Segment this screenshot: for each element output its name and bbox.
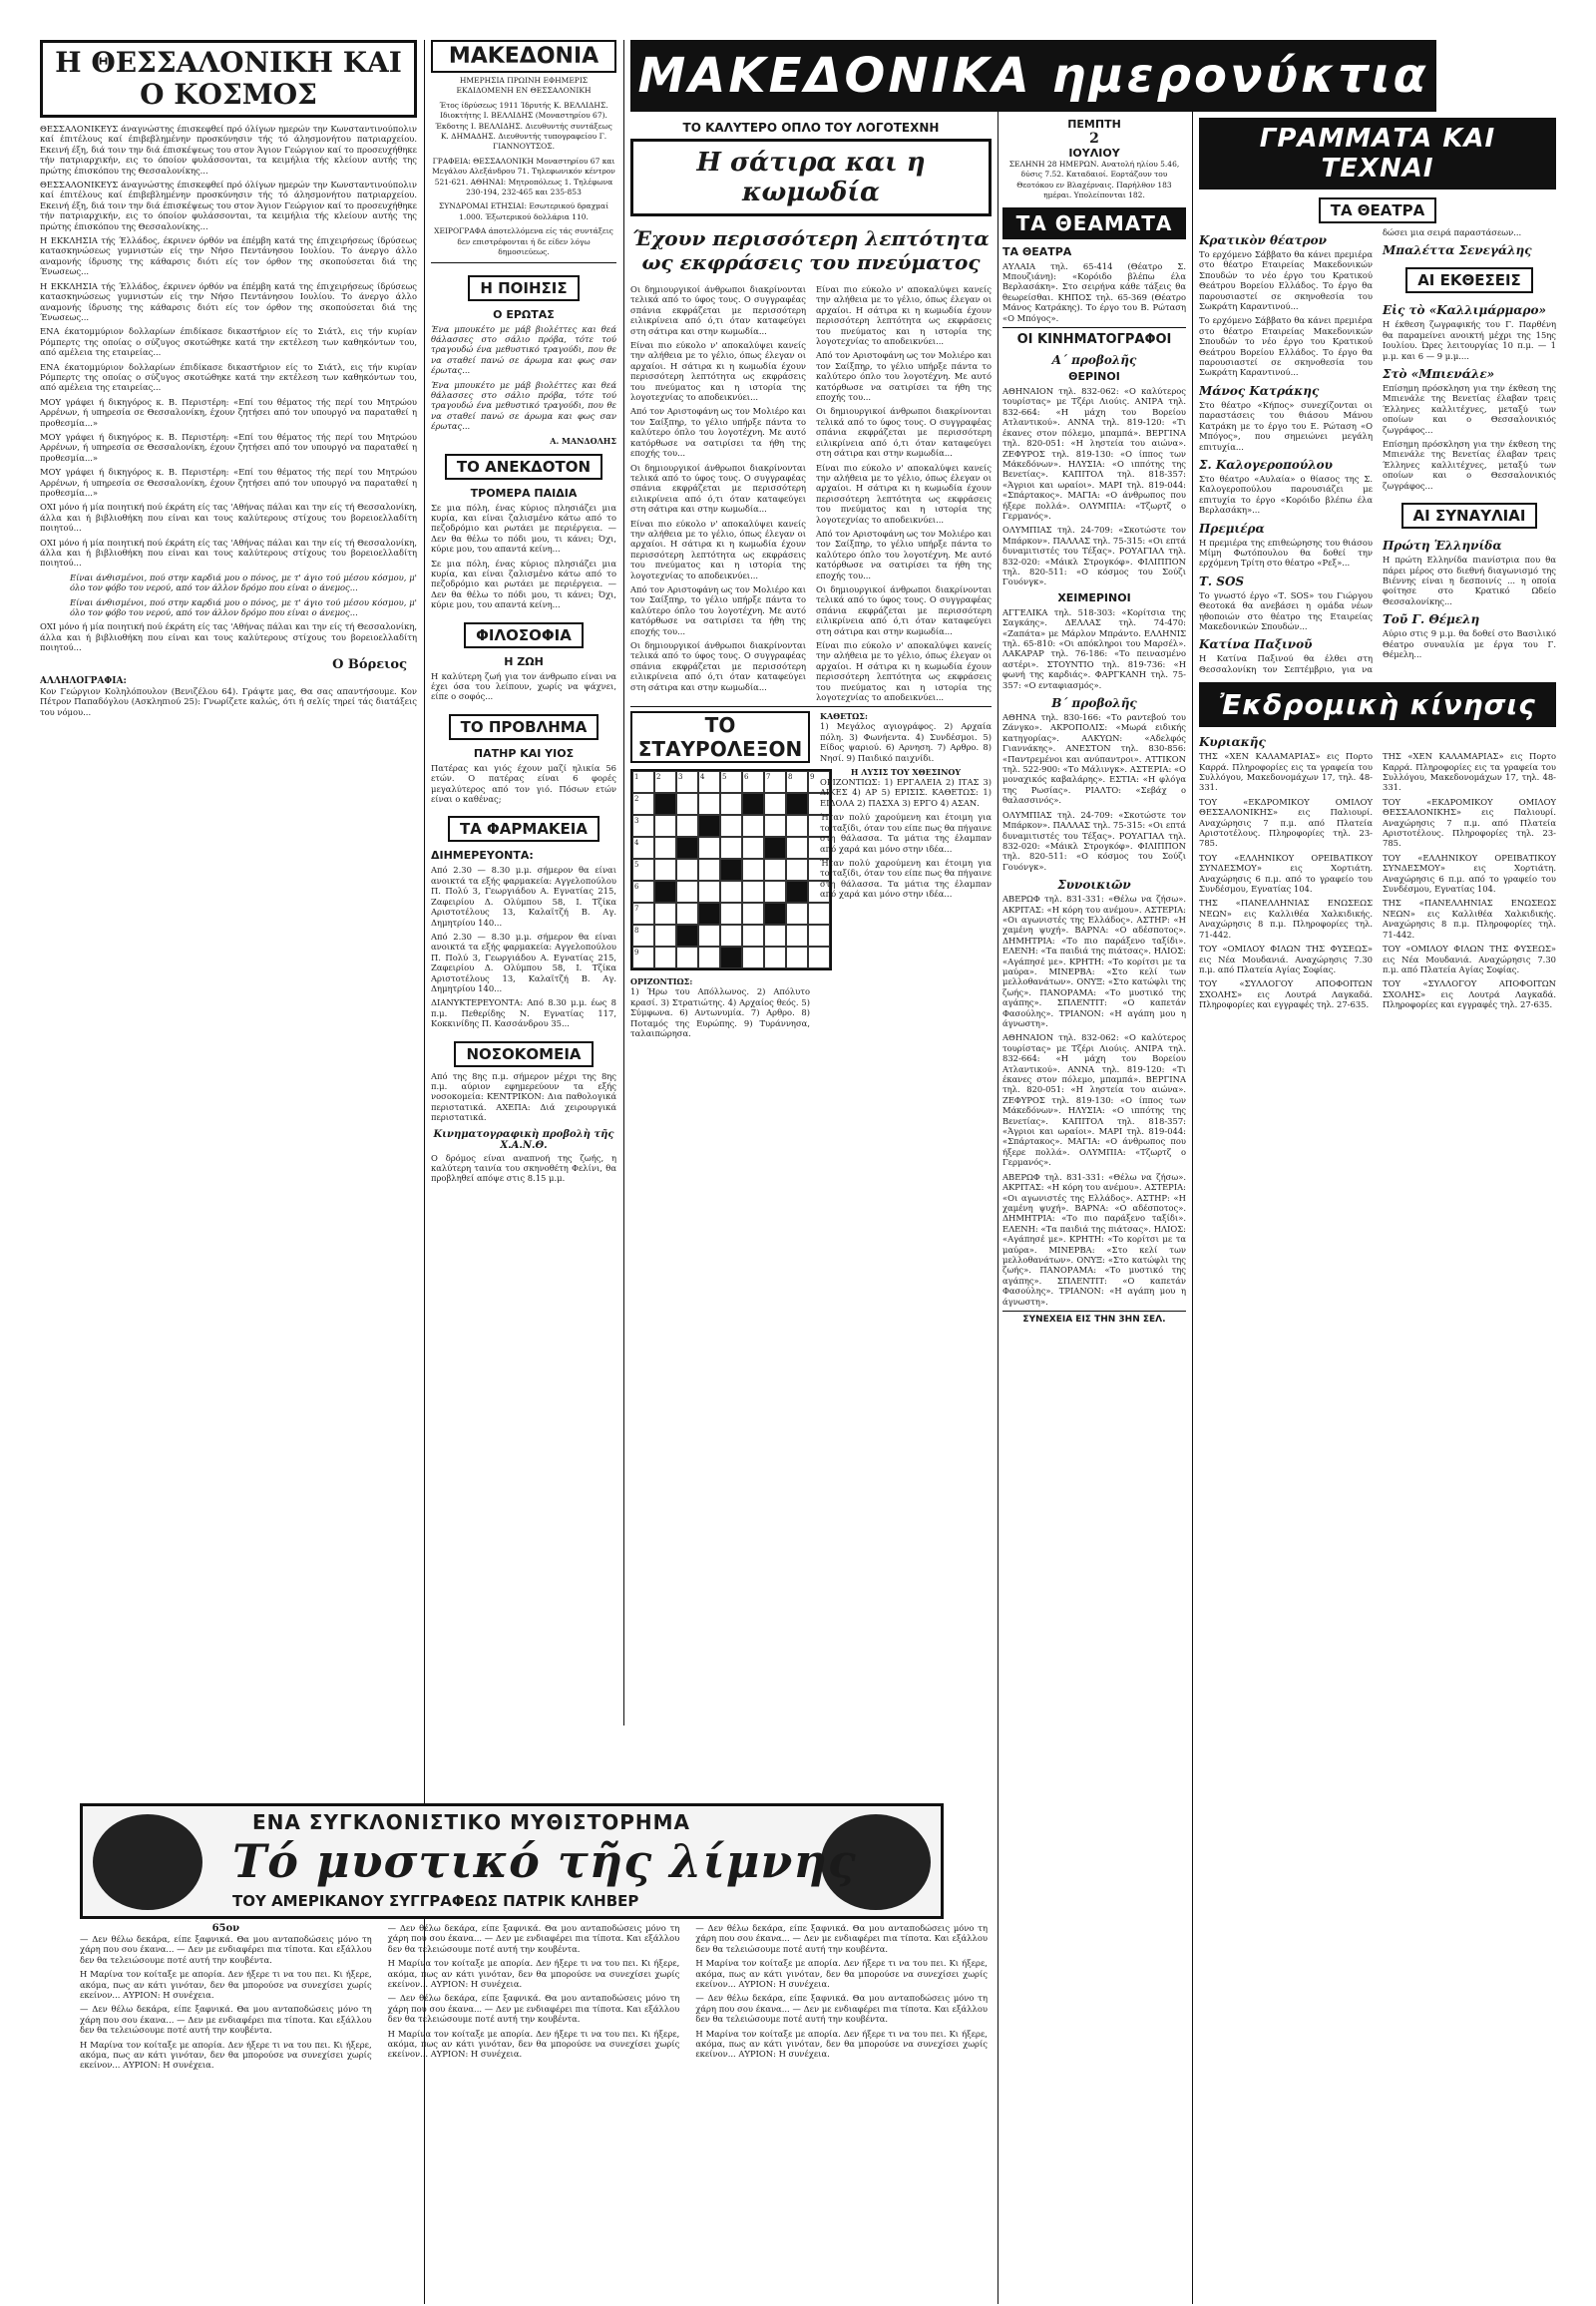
serial-paragraph: — Δεν θέλω δεκάρα, είπε ξαφνικά. Θα μου ανταποδώσεις μόνο τη χάρη που σου έκανα... — Δεν με ενδιαφέρει πια τίποτα. Και εξάλλου δεν θα τελειώσουμε ποτέ αυτή την κουβέντα. (695, 1923, 988, 1954)
excursion-item: ΤΟΥ «ΣΥΛΛΟΓΟΥ ΑΠΟΦΟΙΤΩΝ ΣΧΟΛΗΣ» εις Λουτρά Λαγκαδά. Πληροφορίες και εγγραφές τηλ. 27-635. (1383, 978, 1556, 1010)
article-paragraph: ΟΧΙ μόνο ή μία ποιητική πού έκράτη είς τας 'Αθήνας πάλαι και την είς τή Θεσσαλονίκη, άλλα και ή βιβλιοθήκη που είναι και τους καλύτερους στίχους του βορειοελλαδίτη ποιητού... (40, 502, 417, 534)
pharmacies-heading: ΤΑ ΦΑΡΜΑΚΕΙΑ (448, 816, 599, 842)
cinemas-heading: ΟΙ ΚΙΝΗΜΑΤΟΓΡΑΦΟΙ (1016, 332, 1172, 348)
excursion-item: ΤΟΥ «ΕΚΔΡΟΜΙΚΟΥ ΟΜΙΛΟΥ ΘΕΣΣΑΛΟΝΙΚΗΣ» εις Παλιουρί. Αναχώρησις 7 π.μ. από Πλατεία Αριστοτέλους. Πληροφορίες τηλ. 23-785. (1383, 796, 1556, 849)
arts-subheading: Τοῦ Γ. Θέμελη (1383, 612, 1480, 627)
crossword-cell[interactable]: 8 (632, 925, 654, 947)
crossword-solution: ΟΡΙΖΟΝΤΙΩΣ: 1) ΕΡΓΑΛΕΙΑ 2) ΙΤΑΣ 3) ΔΙΚΕΣ 4) ΑΡ 5) ΕΡΙΣΙΣ. ΚΑΘΕΤΩΣ: 1) ΕΙΔΟΛΑ 2) ΠΑΣΧΑ 3) ΕΡΓΟ 4) ΑΣΑΝ. (820, 777, 992, 808)
crossword-cell[interactable] (786, 837, 808, 859)
crossword-cell[interactable] (764, 815, 786, 837)
arts-paragraph: Η πρεμιέρα της επιθεώρησης του θιάσου Μίμη Φωτόπουλου θα δοθεί την ερχόμενη Τρίτη στο θέατρο «Ρεξ»... (1199, 537, 1373, 569)
correspondence-text: Κον Γεώργιον Κοληλόπουλον (Βενιζέλου 64). Γράψτε μας, Θα σας απαντήσουμε. Κον Πέτρον Παπαδόγλου (Ασκληπιού 25): Γνωρίζετε καλώς, ότι ή σελίς τηρεί τάς διατάξεις του νόμου... (40, 685, 417, 717)
crossword-cell[interactable] (742, 903, 764, 925)
crossword-cell[interactable] (764, 881, 786, 903)
crossword-black-cell (676, 925, 698, 947)
hospitals-text: Από της 8ης π.μ. σήμερον μέχρι της 8ης π.μ. αύριον εφημερεύουν τα εξής νοσοκομεία: ΚΕΝΤΡΙΚΟΝ: Δια παθολογικά περιστατικά. ΑΧΕΠΑ: Διά χειρουργικά περιστατικά. (431, 1070, 616, 1123)
crossword-black-cell (764, 837, 786, 859)
excursion-item: ΤΗΣ «ΧΕΝ ΚΑΛΑΜΑΡΙΑΣ» εις Πορτο Καρρά. Πληροφορίες εις τα γραφεία του Συλλόγου, Μακεδονομάχων 17, τηλ. 48-331. (1199, 751, 1373, 793)
cinema-club-text: Ο δρόμος είναι αναπνοή της ζωής, η καλύτερη ταινία του σκηνοθέτη Φελίνι, θα προβληθεί απόψε στις 8.15 μ.μ. (431, 1152, 616, 1184)
theatres-subheading: ΤΑ ΘΕΑΤΡΑ (1002, 244, 1072, 258)
crossword-cell[interactable]: 9 (808, 771, 830, 793)
feature-paragraph: Οι δημιουργικοί άνθρωποι διακρίνονται τελικά από το ύφος τους. Ο συγγραφέας σπάνια εκφράζεται με περισσότερη ειλικρίνεια από ό,τι όταν καταφεύγει στη σάτιρα και στην κωμωδία... (630, 284, 806, 336)
serial-paragraph: — Δεν θέλω δεκάρα, είπε ξαφνικά. Θα μου ανταποδώσεις μόνο τη χάρη που σου έκανα... — Δεν με ενδιαφέρει πια τίποτα. Και εξάλλου δεν θα τελειώσουμε ποτέ αυτή την κουβέντα. (80, 1934, 372, 1965)
crossword-black-cell (742, 793, 764, 815)
excursions-subheading: Κυριακῆς (1199, 735, 1266, 750)
crossword-cell[interactable]: 2 (654, 771, 676, 793)
poem: Είναι άνθισμένοι, πού στην καρδιά μου ο πόνος, με τ' άγιο τού μέσου κόσμου, μ' όλο τον φόβο του νερού, από τον άλλον δρόμο που είναι ο άνεμος... (70, 572, 417, 593)
crossword-cell[interactable] (720, 925, 742, 947)
makedonika-banner (630, 40, 1436, 112)
crossword-cell[interactable] (676, 903, 698, 925)
offices-info: ΓΡΑΦΕΙΑ: ΘΕΣΣΑΛΟΝΙΚΗ Μοναστηρίου 67 και Μεγάλου Αλεξάνδρου 71. Τηλεφωνικόν κέντρον 521-621. ΑΘΗΝΑΙ: Μητροπόλεως 1. Τηλέφωνα 230-194, 232-465 και 235-853 (432, 156, 615, 197)
arts-subheading: Πρεμιέρα (1199, 521, 1265, 536)
cinemas-list: ΑΘΗΝΑΙΟΝ τηλ. 832-062: «Ο καλύτερος τουρίστας» με Τζέρι Λιούις. ΑΝΙΡΑ τηλ. 832-664: «Η μάχη του Βορείου Ατλαντικού». ΑΝΝΑ τηλ. 819-120: «Τι έκανες στον πόλεμο, μπαμπά». ΒΕΡΓΙΝΑ τηλ. 820-051: «Η ληστεία του αιώνα». ΖΕΦΥΡΟΣ τηλ. 819-130: «Ο ίππος των Μάκεδόνων». ΗΛΥΣΙΑ: «Ο ιππότης της Βενετίας». ΚΑΠΙΤΟΛ τηλ. 818-357: «Άγριοι και ωραίοι». ΜΑΡΙ τηλ. 819-044: «Σπάρτακος». ΜΑΓΙΑ: «Ο άνθρωπος που ήξερε πολλά». ΟΛΥΜΠΙΑ: «Τζωρτζ ο Γερμανός». (1002, 386, 1186, 521)
column-arts (1199, 118, 1556, 2302)
crossword-cell[interactable] (698, 859, 720, 881)
excursion-item: ΤΟΥ «ΕΚΔΡΟΜΙΚΟΥ ΟΜΙΛΟΥ ΘΕΣΣΑΛΟΝΙΚΗΣ» εις Παλιουρί. Αναχώρησις 7 π.μ. από Πλατεία Αριστοτέλους. Πληροφορίες τηλ. 23-785. (1199, 796, 1373, 849)
column-masthead (431, 40, 616, 1795)
headline-thessaloniki: Η ΘΕΣΣΑΛΟΝΙΚΗ ΚΑΙ Ο ΚΟΣΜΟΣ (40, 40, 417, 118)
serial-tagline: ΕΝΑ ΣΥΓΚΛΟΝΙΣΤΙΚΟ ΜΥΘΙΣΤΟΡΗΜΑ (252, 1810, 691, 1834)
cinemas-list: ΑΓΓΕΛΙΚΑ τηλ. 518-303: «Κορίτσια της Σαγκάης». ΔΕΛΛΑΣ τηλ. 74-470: «Ζαπάτα» με Μάρλον Μπράντο. ΕΛΛΗΝΙΣ τηλ. 65-810: «Οι απόκληροι του Μαρσέλ». ΛΑΚΑΡΑΡ τηλ. 76-186: «Το πεινασμένο αστέρι». ΣΤΟΥΝΤΙΟ τηλ. 819-736: «Η φωνή της καρδιάς». ΦΑΡΓΚΑΝΗ τηλ. 75-357: «Ο ενταφιασμός». (1002, 606, 1186, 690)
crossword-cell[interactable]: 5 (720, 771, 742, 793)
crossword-black-cell (786, 881, 808, 903)
exhibitions-heading: ΑΙ ΕΚΘΕΣΕΙΣ (1405, 267, 1533, 293)
arts-banner: ΓΡΑΜΜΑΤΑ ΚΑΙ ΤΕΧΝΑΙ (1199, 118, 1556, 190)
crossword-cell[interactable] (742, 881, 764, 903)
excursion-item: ΤΟΥ «ΕΛΛΗΝΙΚΟΥ ΟΡΕΙΒΑΤΙΚΟΥ ΣΥΝΔΕΣΜΟΥ» εις Χορτιάτη. Αναχώρησις 6 π.μ. από το γραφείο του Συνδέσμου, Εγνατίας 104. (1199, 852, 1373, 895)
crossword-black-cell (720, 859, 742, 881)
crossword-black-cell (764, 903, 786, 925)
theatres-list: ΑΥΛΑΙΑ τηλ. 65-414 (Θέατρο Σ. Μπουζιάνη): «Κορόιδο βλέπω έλα Βερλασάκη». Στο σειρήνα κάθε τάξεις θα θεωρείσθαι. ΚΗΠΟΣ τηλ. 65-369 (Θέατρο Μάνος Κατράκης). Το έργο του Β. Ρώταση «Ο Μπόγος». (1002, 260, 1186, 323)
illustration-face-icon (93, 1814, 202, 1910)
feature-paragraph: Είναι πιο εύκολο ν' αποκαλύψει κανείς την αλήθεια με το γέλιο, όπως έλεγαν οι αρχαίοι. Η σάτιρα κι η κωμωδία έχουν περισσότερη λεπτότητα ως εκφράσεις του πνεύματος και η ιστορία της λογοτεχνίας το αποδεικνύει... (630, 518, 806, 580)
article-paragraph: ΘΕΣΣΑΛΟΝΙΚΕΥΣ άναγνώστης έπισκεφθεί πρό όλίγων ημερών την Κωνσταντινούπολιν καί έπιτέλους καί έπιβεβλημένην προσκύνησιν τής τό άλησμονήτου πατριαρχείου. Εκεινή έξη, διά τοιν την διά έπισκέψεως του στον Άγιον Γεώργιον καί το προσευχήθηκε τήν πατριαρχικήν, εις το όποίον φυλάσσονται, τα κειμήλια τής κλείουν αυτής της πρώτης έπισκόπου της Θεσσαλονίκης... (40, 180, 417, 231)
pharmacies-text: Από 2.30 — 8.30 μ.μ. σήμερον θα είναι ανοικτά τα εξής φαρμακεία: Αγγελοπούλου Π. Πολύ 3, Γεωργιάδου Α. Εγνατίας 215, Ζαφειρίου Δ. Ολύμπου 58, Ι. Τζίκα Αριστοτέλους 13, Καλαϊτζή Β. Αγ. Δημητρίου 140... (431, 865, 616, 928)
crossword-cell[interactable] (786, 859, 808, 881)
article-paragraph: Η ΕΚΚΛΗΣΙΑ τής Έλλάδος, έκρινεν όρθόν να έπέμβη κατά της έπιχειρήσεως ίδρύσεως κατασκηνώσεως γυμνιστών είς την Νήσο Πεντάνησου Ιουλίου. Το άνεργο άλλο αναμονής ίδρυσης της κάθαρσις διότι είς τον όρθον της σκοπούσεται διά της Ένωσεως... (40, 235, 417, 277)
serial-byline: ΤΟΥ ΑΜΕΡΙΚΑΝΟΥ ΣΥΓΓΡΑΦΕΩΣ ΠΑΤΡΙΚ ΚΛΗΒΕΡ (232, 1892, 639, 1910)
crossword-cell[interactable] (764, 793, 786, 815)
poetry-subheading: Ο ΕΡΩΤΑΣ (493, 307, 555, 321)
article-paragraph: ΕΝΑ έκατομμύριον δολλαρίων έπιδίκασε δικαστήριον είς το Σιάτλ, εις τήν κυρίαν Ρόμπερτς της οποίας ο σύζυγος σκοτώθηκε κατά την εκτέλεση των καθηκόντων του, από αμέλεια της εταιρείας... (40, 361, 417, 393)
shows-heading: ΤΑ ΘΕΑΜΑΤΑ (1002, 207, 1186, 239)
feature-paragraph: Ήταν πολύ χαρούμενη και έτοιμη για το ταξίδι, όταν του είπε πως θα πήγαινε στη θάλασσα. Τα μάτια της έλαμπαν από χαρά και μόνο στην ιδέα... (820, 857, 992, 900)
crossword-cell[interactable]: 3 (676, 771, 698, 793)
excursion-item: ΤΗΣ «ΠΑΝΕΛΛΗΝΙΑΣ ΕΝΩΣΕΩΣ ΝΕΩΝ» εις Καλλιθέα Χαλκιδικής. Αναχώρησις 8 π.μ. Πληροφορίες τηλ. 71-442. (1383, 898, 1556, 940)
excursion-item: ΤΟΥ «ΕΛΛΗΝΙΚΟΥ ΟΡΕΙΒΑΤΙΚΟΥ ΣΥΝΔΕΣΜΟΥ» εις Χορτιάτη. Αναχώρησις 6 π.μ. από το γραφείο του Συνδέσμου, Εγνατίας 104. (1383, 852, 1556, 895)
pharmacies-night-text: ΔΙΑΝΥΚΤΕΡΕΥΟΝΤΑ: Από 8.30 μ.μ. έως 8 π.μ. Πεθερίδης Ν. Εγνατίας 117, Κοκκινίδης Π. Κασσάνδρου 35... (431, 997, 616, 1029)
crossword-cell[interactable] (742, 815, 764, 837)
serial-paragraph: Η Μαρίνα τον κοίταξε με απορία. Δεν ήξερε τι να του πει. Κι ήξερε, ακόμα, πως αν κάτι γινόταν, δεν θα μπορούσε να συνεχίσει χωρίς εκείνον... ΑΥΡΙΟΝ: Η συνέχεια. (80, 1969, 372, 2001)
philosophy-text: Η καλύτερη ζωή για τον άνθρωπο είναι να έχει όσα του λείπουν, χωρίς να ψάχνει, είπε ο σοφός... (431, 670, 616, 702)
article-paragraph: ΕΝΑ έκατομμύριον δολλαρίων έπιδίκασε δικαστήριον είς το Σιάτλ, εις τήν κυρίαν Ρόμπερτς της οποίας ο σύζυγος σκοτώθηκε κατά την εκτέλεση των καθηκόντων του, από αμέλεια της εταιρείας... (40, 326, 417, 358)
winter-cinemas-heading: ΧΕΙΜΕΡΙΝΟΙ (1057, 590, 1131, 604)
arts-paragraph: Η πρώτη Ελληνίδα πιανίστρια που θα πάρει μέρος στο διεθνή διαγωνισμό της Βιέννης είναι η δεσποινίς ... η οποία φοίτησε στο Κρατικό Ωδείο Θεσσαλονίκης... (1383, 555, 1556, 606)
arts-paragraph: Η Κατίνα Παξινού θα έλθει στη Θεσσαλονίκη τον Σεπτέμβριο, για να δώσει μια σειρά παραστάσεων... (1199, 227, 1522, 674)
excursion-item: ΤΟΥ «ΟΜΙΛΟΥ ΦΙΛΩΝ ΤΗΣ ΦΥΣΕΩΣ» εις Νέα Μουδανιά. Αναχώρησις 7.30 π.μ. από Πλατεία Αγίας Σοφίας. (1199, 944, 1373, 974)
feature-kicker: ΤΟ ΚΑΛΥΤΕΡΟ ΟΠΛΟ ΤΟΥ ΛΟΓΟΤΕΧΝΗ (682, 121, 940, 135)
serial-title: Τό μυστικό τῆς λίμνης (232, 1834, 857, 1888)
article-paragraph: ΜΟΥ γράφει ή δικηγόρος κ. Β. Περιστέρη: «Επί του θέματος τής περί του Μητρώου Αρρένων, ή υπηρεσία σε Θεσσαλονίκη, έχουν ζητήσει από τον υπουργό να παραταθεί η προθεσμία...» (40, 431, 417, 463)
column-rule (623, 40, 624, 1726)
hospitals-heading: ΝΟΣΟΚΟΜΕΙΑ (454, 1041, 593, 1067)
arts-paragraph: Το γνωστό έργο «Τ. SOS» του Γιώργου Θεοτοκά θα ανεβάσει η ομάδα νέων ηθοποιών στο θέατρο της Εταιρείας Μακεδονικών Σπουδών... (1199, 589, 1373, 631)
philosophy-subheading: Η ΖΩΗ (504, 654, 544, 668)
crossword-black-cell (786, 793, 808, 815)
excursions-banner: Ἐκδρομικὴ κίνησις (1199, 682, 1556, 727)
feature-paragraph: Από τον Αριστοφάνη ως τον Μολιέρο και τον Σαίξπηρ, το γέλιο υπήρξε πάντα το καλύτερο όπλο του λογοτέχνη. Με αυτό κατόρθωσε να σατιρίσει τα ήθη της εποχής του... (630, 406, 806, 459)
poetry-author: Α. ΜΑΝΔΟΛΗΣ (550, 435, 616, 446)
arts-paragraph: Αύριο στις 9 μ.μ. θα δοθεί στο Βασιλικό Θέατρο συναυλία με έργα του Γ. Θέμελη... (1383, 628, 1556, 659)
cinema-club-heading: Κινηματογραφικὴ προβολὴ τῆς Χ.Α.Ν.Θ. (433, 1128, 614, 1151)
serial-installment: 65ον (211, 1923, 240, 1934)
crossword-cell[interactable] (698, 947, 720, 968)
crossword-grid[interactable] (630, 769, 832, 970)
serial-paragraph: Η Μαρίνα τον κοίταξε με απορία. Δεν ήξερε τι να του πει. Κι ήξερε, ακόμα, πως αν κάτι γινόταν, δεν θα μπορούσε να συνεχίσει χωρίς εκείνον... ΑΥΡΙΟΝ: Η συνέχεια. (387, 1958, 680, 1990)
crossword-cell[interactable] (676, 815, 698, 837)
theatres-heading: ΤΑ ΘΕΑΤΡΑ (1319, 197, 1437, 223)
crossword-black-cell (676, 837, 698, 859)
serial-novel-banner (80, 1803, 944, 1919)
serial-paragraph: Η Μαρίνα τον κοίταξε με απορία. Δεν ήξερε τι να του πει. Κι ήξερε, ακόμα, πως αν κάτι γινόταν, δεν θα μπορούσε να συνεχίσει χωρίς εκείνον... ΑΥΡΙΟΝ: Η συνέχεια. (387, 2028, 680, 2060)
masthead-subtitle: ΗΜΕΡΗΣΙΑ ΠΡΩΙΝΗ ΕΦΗΜΕΡΙΣ ΕΚΔΙΔΟΜΕΝΗ ΕΝ ΘΕΣΣΑΛΟΝΙΚΗ (456, 76, 592, 96)
crossword-cell[interactable] (764, 859, 786, 881)
column-thessaloniki (40, 40, 417, 1795)
column-feature (630, 118, 992, 1793)
problem-subheading: ΠΑΤΗΡ ΚΑΙ ΥΙΟΣ (473, 746, 575, 760)
arts-paragraph: Στο θέατρο «Αυλαία» ο θίασος της Σ. Καλογεροπούλου παρουσιάζει με επιτυχία το έργο «Κορόιδο βλέπω έλα Βερλασάκη»... (1199, 473, 1373, 516)
feature-paragraph: Από τον Αριστοφάνη ως τον Μολιέρο και τον Σαίξπηρ, το γέλιο υπήρξε πάντα το καλύτερο όπλο του λογοτέχνη. Με αυτό κατόρθωσε να σατιρίσει τα ήθη της εποχής του... (630, 583, 806, 636)
crossword-black-cell (720, 947, 742, 968)
column-cinema (1002, 118, 1186, 2302)
first-run-heading: Α΄ προβολῆς (1051, 353, 1137, 368)
poetry-text: Ένα μπουκέτο με μάβ βιολέττες και θεά θάλασσες στο σάλιο πρόβα, τότε τού τραγουδώ ένα μεθυστικό τραγούδι, που θε να σταθεί πανώ σε άρωμα και φως σαν έρωτας... (431, 379, 616, 432)
feature-paragraph: Οι δημιουργικοί άνθρωποι διακρίνονται τελικά από το ύφος τους. Ο συγγραφέας σπάνια εκφράζεται με περισσότερη ειλικρίνεια από ό,τι όταν καταφεύγει στη σάτιρα και στην κωμωδία... (816, 406, 992, 459)
date-day: ΠΕΜΠΤΗ (1067, 118, 1121, 131)
crossword-cell[interactable]: 7 (632, 903, 654, 925)
crossword-cell[interactable] (698, 793, 720, 815)
philosophy-heading: ΦΙΛΟΣΟΦΙΑ (464, 622, 584, 648)
serial-text (80, 1923, 988, 2262)
crossword-down-heading: ΚΑΘΕΤΩΣ: (820, 711, 868, 722)
serial-paragraph: Η Μαρίνα τον κοίταξε με απορία. Δεν ήξερε τι να του πει. Κι ήξερε, ακόμα, πως αν κάτι γινόταν, δεν θα μπορούσε να συνεχίσει χωρίς εκείνον... ΑΥΡΙΟΝ: Η συνέχεια. (695, 1958, 988, 1990)
cinemas-list: ΟΛΥΜΠΙΑΣ τηλ. 24-709: «Σκοτώστε τον Μπάρκον». ΠΑΛΛΑΣ τηλ. 75-315: «Οι επτά δυναμιτιστές του Τέξας». ΡΟΥΑΓΙΑΛ τηλ. 832-020: «Μάικλ Στρογκόφ». ΦΙΛΙΠΠΟΝ τηλ. 820-511: «Ο κόσμος του Σούζι Γουόνγκ». (1002, 809, 1186, 872)
suburbs-heading: Συνοικιῶν (1057, 878, 1131, 893)
pharmacies-text: Από 2.30 — 8.30 μ.μ. σήμερον θα είναι ανοικτά τα εξής φαρμακεία: Αγγελοπούλου Π. Πολύ 3, Γεωργιάδου Α. Εγνατίας 215, Ζαφειρίου Δ. Ολύμπου 58, Ι. Τζίκα Αριστοτέλους 13, Καλαϊτζή Β. Αγ. Δημητρίου 140... (431, 931, 616, 993)
crossword-cell[interactable] (676, 881, 698, 903)
problem-text: Πατέρας και γιός έχουν μαζί ηλικία 56 ετών. Ο πατέρας είναι 6 φορές μεγαλύτερος από τον γιό. Πόσων ετών είναι ο καθένας; (431, 762, 616, 805)
crossword-cell[interactable] (676, 793, 698, 815)
arts-paragraph: Στο θέατρο «Κήπος» συνεχίζονται οι παραστάσεις του θιάσου Μάνου Κατράκη με το έργο του Ε. Ρώταση «Ο Μπόγος», που σημειώνει μεγάλη επιτυχία... (1199, 399, 1373, 452)
excursion-item: ΤΟΥ «ΣΥΛΛΟΓΟΥ ΑΠΟΦΟΙΤΩΝ ΣΧΟΛΗΣ» εις Λουτρά Λαγκαδά. Πληροφορίες και εγγραφές τηλ. 27-635. (1199, 978, 1373, 1010)
cinemas-list: ΑΘΗΝΑ τηλ. 830-166: «Το ραντεβού του Ζάνγκο». ΑΚΡΟΠΟΛΙΣ: «Μωρά ειδικής κατηγορίας». ΑΛΚΥΩΝ: «Αδελφός Γιαννάκης». ΑΝΕΣΤΟΝ τηλ. 830-856: «Παντρεμένοι και ανύπαντροι». ΑΤΤΙΚΟΝ τηλ. 522-900: «Το Μάλινγκ». ΑΣΤΕΡΙΑ: «Ο μοναχικός καβαλάρης». ΕΣΤΙΑ: «Η φλόγα της Ρωσίας». ΡΙΑΛΤΟ: «Σεβάχ ο θαλασσινός». (1002, 712, 1186, 806)
serial-paragraph: — Δεν θέλω δεκάρα, είπε ξαφνικά. Θα μου ανταποδώσεις μόνο τη χάρη που σου έκανα... — Δεν με ενδιαφέρει πια τίποτα. Και εξάλλου δεν θα τελειώσουμε ποτέ αυτή την κουβέντα. (387, 1993, 680, 2025)
date-info: ΣΕΛΗΝΗ 28 ΗΜΕΡΩΝ. Ανατολή ηλίου 5.46, δύσις 7.52. Καταδαιοί. Εορτάζουν του Θεοτόκου εν Βλαχέρναις. Παρήλθον 183 ημέραι. Υπολείπονται 182. (1008, 160, 1180, 200)
article-paragraph: ΟΧΙ μόνο ή μία ποιητική πού έκράτη είς τας 'Αθήνας πάλαι και την είς τή Θεσσαλονίκη, άλλα και ή βιβλιοθήκη που είναι και τους καλύτερους στίχους του βορειοελλαδίτη ποιητού... (40, 621, 417, 653)
arts-subheading: Τ. SOS (1199, 574, 1245, 588)
crossword-down-clues: 1) Μεγάλος αγιογράφος. 2) Αρχαία πόλη. 3) Φωνήεντα. 4) Συνδέσμοι. 5) Είδος ψαριού. 6) Αρνηση. 7) Αρθρο. 8) Νησί. 9) Παιδικό παιχνίδι. (820, 721, 992, 763)
crossword-cell[interactable] (698, 881, 720, 903)
crossword-cell[interactable] (654, 837, 676, 859)
problem-heading: ΤΟ ΠΡΟΒΛΗΜΑ (449, 714, 599, 740)
feature-paragraph: Οι δημιουργικοί άνθρωποι διακρίνονται τελικά από το ύφος τους. Ο συγγραφέας σπάνια εκφράζεται με περισσότερη ειλικρίνεια από ό,τι όταν καταφεύγει στη σάτιρα και στην κωμωδία... (816, 583, 992, 636)
crossword-across-heading: ΟΡΙΖΟΝΤΙΩΣ: (630, 976, 693, 987)
crossword-cell[interactable] (786, 925, 808, 947)
poetry-text: Ένα μπουκέτο με μάβ βιολέττες και θεά θάλασσες στο σάλιο πρόβα, τότε τού τραγουδώ ένα μεθυστικό τραγούδι, που θε να σταθεί πανώ σε άρωμα και φως σαν έρωτας... (431, 323, 616, 376)
continued-note: ΣΥΝΕΧΕΙΑ ΕΙΣ ΤΗΝ 3ΗΝ ΣΕΛ. (1002, 1311, 1186, 1325)
arts-subheading: Εἰς τὸ «Καλλιμάρμαρο» (1383, 303, 1546, 318)
feature-paragraph: Ήταν πολύ χαρούμενη και έτοιμη για το ταξίδι, όταν του είπε πως θα πήγαινε στη θάλασσα. Τα μάτια της έλαμπαν από χαρά και μόνο στην ιδέα... (820, 812, 992, 854)
crossword-cell[interactable] (786, 947, 808, 968)
crossword-cell[interactable] (654, 903, 676, 925)
crossword-cell[interactable]: 6 (632, 881, 654, 903)
article-paragraph: ΟΧΙ μόνο ή μία ποιητική πού έκράτη είς τας 'Αθήνας πάλαι και την είς τή Θεσσαλονίκη, άλλα και ή βιβλιοθήκη που είναι και τους καλύτερους στίχους του βορειοελλαδίτη ποιητού... (40, 537, 417, 569)
serial-paragraph: Η Μαρίνα τον κοίταξε με απορία. Δεν ήξερε τι να του πει. Κι ήξερε, ακόμα, πως αν κάτι γινόταν, δεν θα μπορούσε να συνεχίσει χωρίς εκείνον... ΑΥΡΙΟΝ: Η συνέχεια. (80, 2039, 372, 2071)
article-paragraph: Η ΕΚΚΛΗΣΙΑ τής Έλλάδος, έκρινεν όρθόν να έπέμβη κατά της έπιχειρήσεως ίδρύσεως κατασκηνώσεως γυμνιστών είς την Νήσο Πεντάνησου Ιουλίου. Το άνεργο άλλο αναμονής ίδρυσης της κάθαρσις διότι είς τον όρθον της σκοπούσεται διά της Ένωσεως... (40, 280, 417, 322)
crossword-cell[interactable]: 7 (764, 771, 786, 793)
crossword-cell[interactable] (742, 859, 764, 881)
poem: Είναι άνθισμένοι, πού στην καρδιά μου ο πόνος, με τ' άγιο τού μέσου κόσμου, μ' όλο τον φόβο του νερού, από τον άλλον δρόμο που είναι ο άνεμος... (70, 596, 417, 618)
crossword-solution-heading: Η ΛΥΣΙΣ ΤΟΥ ΧΘΕΣΙΝΟΥ (850, 767, 962, 778)
cinemas-list: ΑΒΕΡΩΦ τηλ. 831-331: «Θέλω να ζήσω». ΑΚΡΙΤΑΣ: «Η κόρη του ανέμου». ΑΣΤΕΡΙΑ: «Οι αγωνιστές της Ελλάδος». ΑΣΤΗΡ: «Η χαμένη ψυχή». ΒΑΡΝΑ: «Ο αδέσποτος». ΔΗΜΗΤΡΙΑ: «Το πιο παράξενο ταξίδι». ΕΛΕΝΗ: «Τα παιδιά της πιάτσας». ΗΛΙΟΣ: «Αγάπησέ με». ΚΡΗΤΗ: «Το κορίτσι με τα μαύρα». ΜΙΝΕΡΒΑ: «Στο κελί των μελλοθανάτων». ΟΝΥΞ: «Στο κατώφλι της ζωής». ΠΑΝΟΡΑΜΑ: «Το μυστικό της αγάπης». ΣΠΛΕΝΤΙΤ: «Ο καπετάν Φασούλης». ΤΡΙΑΝΟΝ: «Η αγάπη μου η άγνωστη». (1002, 1171, 1186, 1307)
column-rule (1192, 40, 1193, 2304)
feature-paragraph: Είναι πιο εύκολο ν' αποκαλύψει κανείς την αλήθεια με το γέλιο, όπως έλεγαν οι αρχαίοι. Η σάτιρα κι η κωμωδία έχουν περισσότερη λεπτότητα ως εκφράσεις του πνεύματος και η ιστορία της λογοτεχνίας το αποδεικνύει... (816, 284, 992, 347)
anecdote-heading: ΤΟ ΑΝΕΚΔΟΤΟΝ (445, 454, 602, 480)
crossword-cell[interactable] (720, 881, 742, 903)
cinemas-list: ΑΘΗΝΑΙΟΝ τηλ. 832-062: «Ο καλύτερος τουρίστας» με Τζέρι Λιούις. ΑΝΙΡΑ τηλ. 832-664: «Η μάχη του Βορείου Ατλαντικού». ΑΝΝΑ τηλ. 819-120: «Τι έκανες στον πόλεμο, μπαμπά». ΒΕΡΓΙΝΑ τηλ. 820-051: «Η ληστεία του αιώνα». ΖΕΦΥΡΟΣ τηλ. 819-130: «Ο ίππος των Μάκεδόνων». ΗΛΥΣΙΑ: «Ο ιππότης της Βενετίας». ΚΑΠΙΤΟΛ τηλ. 818-357: «Άγριοι και ωραίοι». ΜΑΡΙ τηλ. 819-044: «Σπάρτακος». ΜΑΓΙΑ: «Ο άνθρωπος που ήξερε πολλά». ΟΛΥΜΠΙΑ: «Τζωρτζ ο Γερμανός». (1002, 1032, 1186, 1168)
crossword-cell[interactable]: 8 (786, 771, 808, 793)
arts-subheading: Μπαλέττα Σενεγάλης (1383, 243, 1532, 258)
crossword-black-cell (654, 793, 676, 815)
crossword-cell[interactable] (654, 815, 676, 837)
cinemas-list: ΟΛΥΜΠΙΑΣ τηλ. 24-709: «Σκοτώστε τον Μπάρκον». ΠΑΛΛΑΣ τηλ. 75-315: «Οι επτά δυναμιτιστές του Τέξας». ΡΟΥΑΓΙΑΛ τηλ. 832-020: «Μάικλ Στρογκόφ». ΦΙΛΙΠΠΟΝ τηλ. 820-511: «Ο κόσμος του Σούζι Γουόνγκ». (1002, 525, 1186, 587)
concerts-heading: ΑΙ ΣΥΝΑΥΛΙΑΙ (1401, 503, 1538, 529)
banner-title: ΜΑΚΕΔΟΝΙΚΑ ημερονύκτια (630, 40, 1436, 112)
arts-paragraph: Η έκθεση ζωγραφικής του Γ. Παρθένη θα παραμείνει ανοικτή μέχρι της 15ης Ιουλίου. Ώρες λειτουργίας 10 π.μ. — 1 μ.μ. και 6 — 9 μ.μ.... (1383, 319, 1556, 361)
feature-paragraph: Είναι πιο εύκολο ν' αποκαλύψει κανείς την αλήθεια με το γέλιο, όπως έλεγαν οι αρχαίοι. Η σάτιρα κι η κωμωδία έχουν περισσότερη λεπτότητα ως εκφράσεις του πνεύματος και η ιστορία της λογοτεχνίας το αποδεικνύει... (630, 340, 806, 403)
excursion-item: ΤΗΣ «ΠΑΝΕΛΛΗΝΙΑΣ ΕΝΩΣΕΩΣ ΝΕΩΝ» εις Καλλιθέα Χαλκιδικής. Αναχώρησις 8 π.μ. Πληροφορίες τηλ. 71-442. (1199, 898, 1373, 940)
masthead-logo: ΜΑΚΕΔΟΝΙΑ (431, 40, 616, 73)
anecdote-subheading: ΤΡΟΜΕΡΑ ΠΑΙΔΙΑ (470, 486, 578, 500)
crossword-cell[interactable]: 3 (632, 815, 654, 837)
date-month: ΙΟΥΛΙΟΥ (1068, 147, 1120, 160)
correspondence-heading: ΑΛΛΗΛΟΓΡΑΦΙΑ: (40, 675, 127, 686)
arts-paragraph: Το ερχόμενο Σάββατο θα κάνει πρεμιέρα στο θέατρο Εταιρείας Μακεδονικών Σπουδών το νέο έργο του Κρατικού Θεάτρου Βορείου Ελλάδος. Το έργο θα παρουσιαστεί σε σκηνοθεσία του Σωκράτη Καραντινού... (1199, 249, 1373, 312)
feature-paragraph: Από τον Αριστοφάνη ως τον Μολιέρο και τον Σαίξπηρ, το γέλιο υπήρξε πάντα το καλύτερο όπλο του λογοτέχνη. Με αυτό κατόρθωσε να σατιρίσει τα ήθη της εποχής του... (816, 528, 992, 580)
signature: Ο Βόρειος (332, 656, 407, 672)
arts-subheading: Σ. Καλογεροπούλου (1199, 457, 1333, 472)
crossword-black-cell (698, 815, 720, 837)
crossword-cell[interactable] (764, 925, 786, 947)
crossword-cell[interactable] (698, 837, 720, 859)
manuscripts-note: ΧΕΙΡΟΓΡΑΦΑ άποτελλόμενα είς τάς συντάξεις δεν επιστρέφονται ή δε είδεν λόγω δημοσιεύεως. (434, 226, 613, 257)
crossword-cell[interactable]: 4 (632, 837, 654, 859)
article-paragraph: ΜΟΥ γράφει ή δικηγόρος κ. Β. Περιστέρη: «Επί του θέματος τής περί του Μητρώου Αρρένων, ή υπηρεσία σε Θεσσαλονίκη, έχουν ζητήσει από τον υπουργό να παραταθεί η προθεσμία...» (40, 467, 417, 498)
feature-paragraph: Είναι πιο εύκολο ν' αποκαλύψει κανείς την αλήθεια με το γέλιο, όπως έλεγαν οι αρχαίοι. Η σάτιρα κι η κωμωδία έχουν περισσότερη λεπτότητα ως εκφράσεις του πνεύματος και η ιστορία της λογοτεχνίας το αποδεικνύει... (816, 640, 992, 703)
crossword-cell[interactable] (676, 947, 698, 968)
arts-subheading: Κατίνα Παξινοῦ (1199, 637, 1313, 652)
arts-subheading: Κρατικὸν θέατρον (1199, 233, 1327, 247)
crossword-cell[interactable] (786, 815, 808, 837)
crossword-cell[interactable] (720, 815, 742, 837)
feature-subhead: Έχουν περισσότερη λεπτότητα ως εκφράσεις του πνεύματος (632, 226, 990, 274)
serial-paragraph: — Δεν θέλω δεκάρα, είπε ξαφνικά. Θα μου ανταποδώσεις μόνο τη χάρη που σου έκανα... — Δεν με ενδιαφέρει πια τίποτα. Και εξάλλου δεν θα τελειώσουμε ποτέ αυτή την κουβέντα. (80, 2004, 372, 2036)
summer-cinemas-heading: ΘΕΡΙΝΟΙ (1068, 370, 1120, 384)
article-paragraph: ΘΕΣΣΑΛΟΝΙΚΕΥΣ άναγνώστης έπισκεφθεί πρό όλίγων ημερών την Κωνσταντινούπολιν καί έπιτέλους καί έπιβεβλημένην προσκύνησιν τής τό άλησμονήτου πατριαρχείου. Εκεινή έξη, διά τοιν την διά έπισκέψεως του στον Άγιον Γεώργιον καί το προσευχήθηκε τήν πατριαρχικήν, εις το όποίον φυλάσσονται, τα κειμήλια τής κλείουν αυτής της πρώτης έπισκόπου της Θεσσαλονίκης... (40, 124, 417, 176)
excursion-item: ΤΗΣ «ΧΕΝ ΚΑΛΑΜΑΡΙΑΣ» εις Πορτο Καρρά. Πληροφορίες εις τα γραφεία του Συλλόγου, Μακεδονομάχων 17, τηλ. 48-331. (1383, 751, 1556, 793)
arts-subheading: Πρώτη Ἑλληνίδα (1383, 539, 1502, 554)
crossword-cell[interactable] (654, 859, 676, 881)
crossword-cell[interactable] (720, 793, 742, 815)
crossword-cell[interactable] (786, 903, 808, 925)
feature-paragraph: Από τον Αριστοφάνη ως τον Μολιέρο και τον Σαίξπηρ, το γέλιο υπήρξε πάντα το καλύτερο όπλο του λογοτέχνη. Με αυτό κατόρθωσε να σατιρίσει τα ήθη της εποχής του... (816, 350, 992, 403)
crossword-across-clues: 1) Ήρω του Απόλλωνος. 2) Απόλυτο κρασί. 3) Στρατιώτης. 4) Αρχαίος θεός. 5) Σύμφωνα. 6) Αντωνυμία. 7) Αρθρο. 8) Ποταμός της Ευρώπης. 9) Τυράννησα, ταλαιπώρησα. (630, 986, 810, 1039)
feature-paragraph: Οι δημιουργικοί άνθρωποι διακρίνονται τελικά από το ύφος τους. Ο συγγραφέας σπάνια εκφράζεται με περισσότερη ειλικρίνεια από ό,τι όταν καταφεύγει στη σάτιρα και στην κωμωδία... (630, 462, 806, 515)
masthead-info: Έτος ίδρύσεως 1911 Ίδρυτής Κ. ΒΕΛΛΙΔΗΣ. Ιδιοκτήτης Ι. ΒΕΛΛΙΔΗΣ (Μοναστηρίου 67). Έκδοτης Ι. ΒΕΛΛΙΔΗΣ. Διευθυντής συντάξεως Κ. ΔΗΜΑΔΗΣ. Διευθυντής τυπογραφείου Γ. ΓΙΑΝΝΟΥΤΣΟΣ. (435, 100, 612, 152)
excursion-item: ΤΟΥ «ΟΜΙΛΟΥ ΦΙΛΩΝ ΤΗΣ ΦΥΣΕΩΣ» εις Νέα Μουδανιά. Αναχώρησις 7.30 π.μ. από Πλατεία Αγίας Σοφίας. (1383, 944, 1556, 974)
crossword-cell[interactable]: 4 (698, 771, 720, 793)
crossword-heading: ΤΟ ΣΤΑΥΡΟΛΕΞΟΝ (630, 711, 810, 763)
subscriptions-info: ΣΥΝΔΡΟΜΑΙ ΕΤΗΣΙΑΙ: Εσωτερικού δραχμαί 1.000. Έξωτερικού δολλάρια 110. (438, 201, 609, 221)
crossword-cell[interactable]: 6 (742, 771, 764, 793)
feature-paragraph: Είναι πιο εύκολο ν' αποκαλύψει κανείς την αλήθεια με το γέλιο, όπως έλεγαν οι αρχαίοι. Η σάτιρα κι η κωμωδία έχουν περισσότερη λεπτότητα ως εκφράσεις του πνεύματος και η ιστορία της λογοτεχνίας το αποδεικνύει... (816, 462, 992, 525)
poetry-heading: Η ΠΟΙΗΣΙΣ (468, 275, 579, 301)
article-paragraph: ΜΟΥ γράφει ή δικηγόρος κ. Β. Περιστέρη: «Επί του θέματος τής περί του Μητρώου Αρρένων, ή υπηρεσία σε Θεσσαλονίκη, έχουν ζητήσει από τον υπουργό να παραταθεί η προθεσμία...» (40, 396, 417, 428)
crossword-cell[interactable] (698, 925, 720, 947)
crossword-cell[interactable]: 2 (632, 793, 654, 815)
cinemas-list: ΑΒΕΡΩΦ τηλ. 831-331: «Θέλω να ζήσω». ΑΚΡΙΤΑΣ: «Η κόρη του ανέμου». ΑΣΤΕΡΙΑ: «Οι αγωνιστές της Ελλάδος». ΑΣΤΗΡ: «Η χαμένη ψυχή». ΒΑΡΝΑ: «Ο αδέσποτος». ΔΗΜΗΤΡΙΑ: «Το πιο παράξενο ταξίδι». ΕΛΕΝΗ: «Τα παιδιά της πιάτσας». ΗΛΙΟΣ: «Αγάπησέ με». ΚΡΗΤΗ: «Το κορίτσι με τα μαύρα». ΜΙΝΕΡΒΑ: «Στο κελί των μελλοθανάτων». ΟΝΥΞ: «Στο κατώφλι της ζωής». ΠΑΝΟΡΑΜΑ: «Το μυστικό της αγάπης». ΣΠΛΕΝΤΙΤ: «Ο καπετάν Φασούλης». ΤΡΙΑΝΟΝ: «Η αγάπη μου η άγνωστη». (1002, 894, 1186, 1028)
serial-paragraph: — Δεν θέλω δεκάρα, είπε ξαφνικά. Θα μου ανταποδώσεις μόνο τη χάρη που σου έκανα... — Δεν με ενδιαφέρει πια τίποτα. Και εξάλλου δεν θα τελειώσουμε ποτέ αυτή την κουβέντα. (387, 1923, 680, 1954)
crossword-cell[interactable] (654, 947, 676, 968)
crossword-cell[interactable] (720, 837, 742, 859)
arts-paragraph: Επίσημη πρόσκληση για την έκθεση της Μπιενάλε της Βενετίας έλαβαν τρεις Έλληνες καλλιτέχνες, μεταξύ των οποίων και ο Θεσσαλονικιός ζωγράφος... (1383, 439, 1556, 491)
crossword-cell[interactable]: 9 (632, 947, 654, 968)
arts-subheading: Μάνος Κατράκης (1199, 383, 1320, 398)
crossword-cell[interactable] (720, 903, 742, 925)
feature-paragraph: Οι δημιουργικοί άνθρωποι διακρίνονται τελικά από το ύφος τους. Ο συγγραφέας σπάνια εκφράζεται με περισσότερη ειλικρίνεια από ό,τι όταν καταφεύγει στη σάτιρα και στην κωμωδία... (630, 640, 806, 692)
date-number: 2 (1089, 131, 1099, 147)
arts-paragraph: Επίσημη πρόσκληση για την έκθεση της Μπιενάλε της Βενετίας έλαβαν τρεις Έλληνες καλλιτέχνες, μεταξύ των οποίων και ο Θεσσαλονικιός ζωγράφος... (1383, 383, 1556, 435)
pharmacies-subheading: ΔΙΗΜΕΡΕΥΟΝΤΑ: (431, 849, 534, 863)
feature-headline: Η σάτιρα και η κωμωδία (630, 139, 992, 216)
arts-paragraph: Το ερχόμενο Σάββατο θα κάνει πρεμιέρα στο θέατρο Εταιρείας Μακεδονικών Σπουδών το νέο έργο του Κρατικού Θεάτρου Βορείου Ελλάδος. Το έργο θα παρουσιαστεί σε σκηνοθεσία του Σωκράτη Καραντινού... (1199, 315, 1373, 378)
crossword-cell[interactable] (676, 859, 698, 881)
crossword-cell[interactable] (742, 925, 764, 947)
crossword-cell[interactable] (654, 925, 676, 947)
serial-paragraph: Η Μαρίνα τον κοίταξε με απορία. Δεν ήξερε τι να του πει. Κι ήξερε, ακόμα, πως αν κάτι γινόταν, δεν θα μπορούσε να συνεχίσει χωρίς εκείνον... ΑΥΡΙΟΝ: Η συνέχεια. (695, 2028, 988, 2060)
anecdote-text: Σε μια πόλη, ένας κύριος πλησιάζει μια κυρία, και είναι ζαλισμένο κάτω από το πεζοδρόμιο και ρωτάει με περιέργεια. — Δεν θα θέλω το πόδι μου, τι κάνει; Όχι, κύριε μου, του απαντά κείνη... (431, 502, 616, 555)
anecdote-text: Σε μια πόλη, ένας κύριος πλησιάζει μια κυρία, και είναι ζαλισμένο κάτω από το πεζοδρόμιο και ρωτάει με περιέργεια. — Δεν θα θέλω το πόδι μου, τι κάνει; Όχι, κύριε μου, του απαντά κείνη... (431, 558, 616, 610)
crossword-black-cell (654, 881, 676, 903)
crossword-cell[interactable] (764, 947, 786, 968)
crossword-cell[interactable] (742, 947, 764, 968)
crossword-cell[interactable]: 1 (632, 771, 654, 793)
crossword-black-cell (698, 903, 720, 925)
crossword-cell[interactable]: 5 (632, 859, 654, 881)
crossword-cell[interactable] (742, 837, 764, 859)
second-run-heading: Β΄ προβολῆς (1051, 696, 1137, 711)
arts-subheading: Στὸ «Μπιενάλε» (1383, 367, 1495, 382)
serial-paragraph: — Δεν θέλω δεκάρα, είπε ξαφνικά. Θα μου ανταποδώσεις μόνο τη χάρη που σου έκανα... — Δεν με ενδιαφέρει πια τίποτα. Και εξάλλου δεν θα τελειώσουμε ποτέ αυτή την κουβέντα. (695, 1993, 988, 2025)
